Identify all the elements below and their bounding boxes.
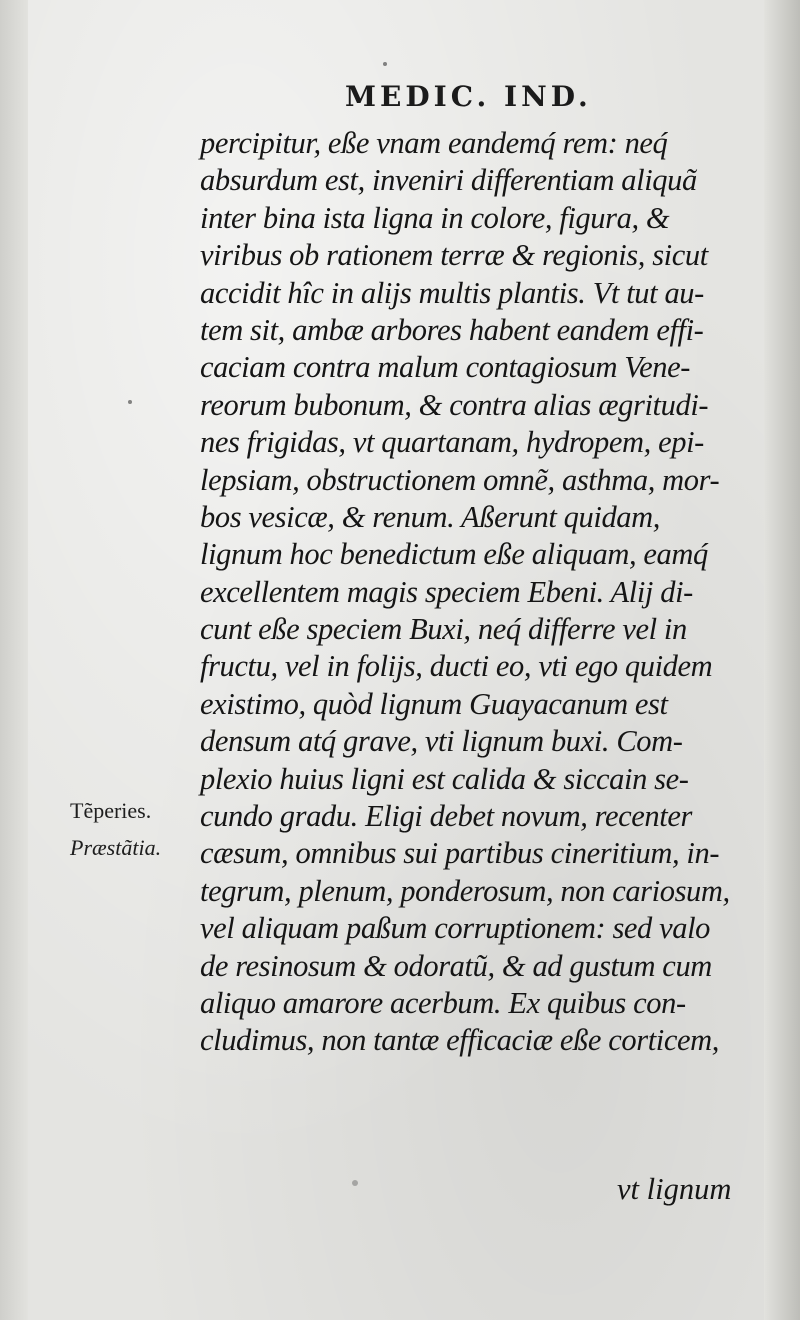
text-line: cludimus, non tantæ efficaciæ eße corticem, (200, 1023, 719, 1058)
ink-speck (128, 400, 132, 404)
text-line: reorum bubonum, & contra alias ægritudi- (200, 387, 709, 422)
text-line: excellentem magis speciem Ebeni. Alij di- (200, 574, 693, 609)
text-line: viribus ob rationem terræ & regionis, sicut (200, 238, 708, 273)
text-line: percipitur, eße vnam eandemq́ rem: neq́ (200, 126, 668, 160)
text-line: plexio huius ligni est calida & siccain se- (200, 761, 689, 796)
text-line: cæsum, omnibus sui partibus cineritium, in- (200, 836, 720, 871)
text-line: tem sit, ambæ arbores habent eandem effi- (200, 312, 704, 347)
text-line: cunt eße speciem Buxi, neq́ differre vel in (200, 612, 687, 647)
running-head: MEDIC. IND. (345, 80, 592, 113)
text-line: aliquo amarore acerbum. Ex quibus con- (200, 985, 686, 1020)
text-line: bos vesicæ, & renum. Aßerunt quidam, (200, 499, 661, 534)
page-left-edge (0, 0, 28, 1320)
body-text (200, 125, 760, 1060)
text-line: de resinosum & odoratũ, & ad gustum cum (200, 948, 712, 983)
text-line: existimo, quòd lignum Guayacanum est (200, 686, 668, 721)
catchword: vt lignum (617, 1172, 732, 1206)
text-line: lepsiam, obstructionem omnẽ, asthma, mor- (200, 462, 720, 497)
text-line: densum atq́ grave, vti lignum buxi. Com- (200, 724, 683, 759)
text-line: nes frigidas, vt quartanam, hydropem, epi- (200, 425, 704, 460)
margin-note-praestantia: Præstãtia. (70, 835, 162, 860)
ink-speck (383, 62, 387, 66)
margin-note-temperies: Tẽperies. (70, 798, 152, 823)
ink-speck (352, 1180, 358, 1186)
text-line: inter bina ista ligna in colore, figura, & (200, 200, 670, 235)
page-right-edge (764, 0, 800, 1320)
text-line: vel aliquam paßum corruptionem: sed valo (200, 911, 711, 946)
text-line: cundo gradu. Eligi debet novum, recenter (200, 799, 692, 834)
text-line: caciam contra malum contagiosum Vene- (200, 350, 691, 385)
text-line: tegrum, plenum, ponderosum, non cariosum, (200, 873, 730, 908)
text-line: fructu, vel in folijs, ducti eo, vti ego quidem (200, 649, 713, 684)
text-line: accidit hîc in alijs multis plantis. Vt tut au- (200, 275, 704, 310)
text-line: lignum hoc benedictum eße aliquam, eamq́ (200, 537, 708, 572)
text-line: absurdum est, inveniri differentiam aliquã (200, 163, 697, 198)
